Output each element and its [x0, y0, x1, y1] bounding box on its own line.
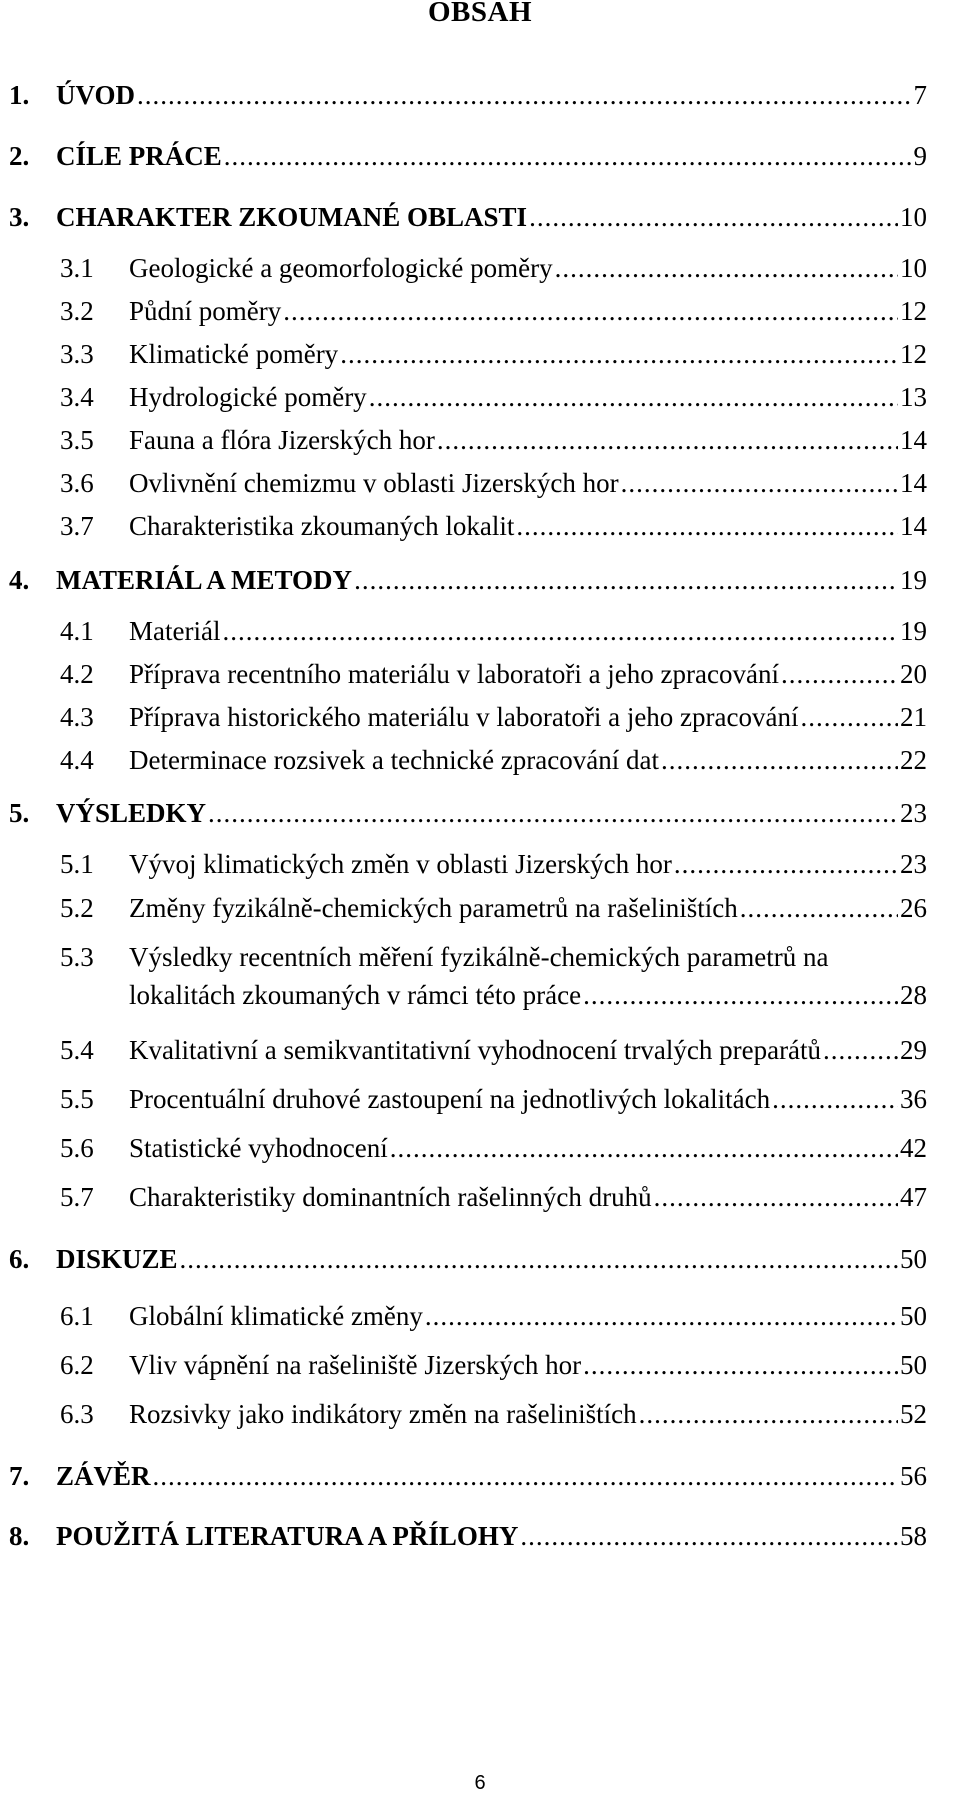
toc-entry-4[interactable]	[9, 565, 927, 596]
toc-number: 3.6	[60, 468, 94, 498]
toc-entry-7[interactable]	[9, 1461, 927, 1492]
toc-entry-4-2[interactable]	[60, 659, 927, 690]
toc-page: 9	[913, 141, 927, 171]
toc-number: 3.4	[60, 382, 94, 412]
toc-label: Klimatické poměry	[129, 339, 339, 369]
toc-entry-5-4[interactable]	[60, 1035, 927, 1066]
toc-label: Ovlivnění chemizmu v oblasti Jizerských hor	[129, 468, 619, 498]
toc-entry-3-4[interactable]	[60, 382, 927, 413]
toc-label: Charakteristiky dominantních rašelinných druhů	[129, 1182, 652, 1212]
toc-entry-6-2[interactable]	[60, 1350, 927, 1381]
toc-number: 6.	[9, 1244, 30, 1274]
toc-page: 10	[900, 202, 927, 232]
toc-entry-5[interactable]	[9, 798, 927, 829]
leader-dots	[180, 1244, 898, 1275]
toc-page: 21	[900, 702, 927, 732]
toc-entry-1[interactable]	[9, 80, 927, 111]
toc-page: 36	[900, 1084, 927, 1114]
toc-page: 23	[900, 849, 927, 879]
toc-label: Změny fyzikálně-chemických parametrů na rašeliništích	[129, 893, 738, 923]
toc-number: 4.4	[60, 745, 94, 775]
toc-entry-5-7[interactable]	[60, 1182, 927, 1213]
toc-entry-5-5[interactable]	[60, 1084, 927, 1115]
leader-dots	[639, 1399, 898, 1430]
toc-label: CÍLE PRÁCE	[56, 141, 222, 171]
toc-entry-3-3[interactable]	[60, 339, 927, 370]
toc-title: OBSAH	[427, 0, 533, 28]
toc-number: 6.3	[60, 1399, 94, 1429]
leader-dots	[222, 616, 898, 647]
toc-label: CHARAKTER ZKOUMANÉ OBLASTI	[56, 202, 528, 232]
leader-dots	[781, 659, 898, 690]
toc-number: 4.1	[60, 616, 94, 646]
toc-number: 4.3	[60, 702, 94, 732]
leader-dots	[425, 1301, 898, 1332]
toc-entry-6-1[interactable]	[60, 1301, 927, 1332]
leader-dots	[823, 1035, 898, 1066]
leader-dots	[516, 511, 898, 542]
toc-entry-4-1[interactable]	[60, 616, 927, 647]
toc-page: 56	[900, 1461, 927, 1491]
toc-page: 20	[900, 659, 927, 689]
toc-number: 4.	[9, 565, 30, 595]
leader-dots	[153, 1461, 898, 1492]
page-number: 6	[474, 1772, 486, 1794]
toc-label: Rozsivky jako indikátory změn na rašeliništích	[129, 1399, 637, 1429]
toc-page: 14	[900, 425, 927, 455]
leader-dots	[224, 141, 912, 172]
toc-entry-3[interactable]	[9, 202, 927, 233]
toc-label-continued: lokalitách zkoumaných v rámci této práce	[129, 980, 582, 1010]
toc-number: 1.	[9, 80, 30, 110]
toc-entry-5-6[interactable]	[60, 1133, 927, 1164]
toc-number: 5.5	[60, 1084, 94, 1114]
toc-label: POUŽITÁ LITERATURA A PŘÍLOHY	[56, 1521, 519, 1551]
toc-number: 3.5	[60, 425, 94, 455]
leader-dots	[555, 253, 898, 284]
toc-label: MATERIÁL A METODY	[56, 565, 353, 595]
toc-number: 3.	[9, 202, 30, 232]
toc-page: 50	[900, 1244, 927, 1274]
toc-label: Determinace rozsivek a technické zpracování dat	[129, 745, 659, 775]
toc-number: 3.1	[60, 253, 94, 283]
leader-dots	[674, 849, 898, 880]
toc-page: 29	[900, 1035, 927, 1065]
leader-dots	[801, 702, 899, 733]
toc-page: 7	[913, 80, 927, 110]
leader-dots	[661, 745, 898, 776]
leader-dots	[740, 893, 898, 924]
toc-label: Kvalitativní a semikvantitativní vyhodnocení trvalých preparátů	[129, 1035, 822, 1065]
leader-dots	[654, 1182, 898, 1213]
toc-label: ZÁVĚR	[56, 1461, 151, 1491]
toc-label: Půdní poměry	[129, 296, 282, 326]
leader-dots	[390, 1133, 898, 1164]
toc-number: 7.	[9, 1461, 30, 1491]
toc-number: 5.3	[60, 942, 94, 972]
toc-label: Fauna a flóra Jizerských hor	[129, 425, 435, 455]
toc-page: 26	[900, 893, 927, 923]
toc-label: Geologické a geomorfologické poměry	[129, 253, 553, 283]
toc-number: 6.1	[60, 1301, 94, 1331]
toc-number: 8.	[9, 1521, 30, 1551]
toc-label: Příprava recentního materiálu v laboratoři a jeho zpracování	[129, 659, 779, 689]
toc-entry-3-6[interactable]	[60, 468, 927, 499]
leader-dots	[354, 565, 898, 596]
toc-page: 14	[900, 468, 927, 498]
toc-entry-5-3[interactable]	[60, 942, 927, 973]
leader-dots	[583, 980, 898, 1011]
toc-label: Vývoj klimatických změn v oblasti Jizerských hor	[129, 849, 672, 879]
toc-entry-6-3[interactable]	[60, 1399, 927, 1430]
toc-entry-8[interactable]	[9, 1521, 927, 1552]
toc-label: Výsledky recentních měření fyzikálně-chemických parametrů na	[129, 942, 829, 972]
toc-number: 5.2	[60, 893, 94, 923]
toc-number: 3.2	[60, 296, 94, 326]
toc-entry-5-2[interactable]	[60, 893, 927, 924]
leader-dots	[772, 1084, 898, 1115]
toc-number: 3.7	[60, 511, 94, 541]
toc-number: 6.2	[60, 1350, 94, 1380]
toc-page: 13	[900, 382, 927, 412]
toc-entry-6[interactable]	[9, 1244, 927, 1275]
toc-page: 47	[900, 1182, 927, 1212]
toc-label: Vliv vápnění na rašeliniště Jizerských hor	[129, 1350, 582, 1380]
toc-page: 12	[900, 296, 927, 326]
toc-page: 10	[900, 253, 927, 283]
toc-page: 19	[900, 616, 927, 646]
toc-entry-5-1[interactable]	[60, 849, 927, 880]
leader-dots	[340, 339, 898, 370]
toc-page: 22	[900, 745, 927, 775]
toc-label: Procentuální druhové zastoupení na jednotlivých lokalitách	[129, 1084, 771, 1114]
leader-dots	[283, 296, 898, 327]
toc-label: ÚVOD	[56, 80, 135, 110]
toc-page: 42	[900, 1133, 927, 1163]
toc-page: 23	[900, 798, 927, 828]
toc-number: 5.6	[60, 1133, 94, 1163]
toc-number: 4.2	[60, 659, 94, 689]
toc-number: 5.1	[60, 849, 94, 879]
toc-label: Příprava historického materiálu v laboratoři a jeho zpracování	[129, 702, 799, 732]
leader-dots	[137, 80, 912, 111]
toc-label: Charakteristika zkoumaných lokalit	[129, 511, 515, 541]
toc-entry-2[interactable]	[9, 141, 927, 172]
toc-number: 5.	[9, 798, 30, 828]
toc-page: 52	[900, 1399, 927, 1429]
leader-dots	[621, 468, 898, 499]
toc-number: 3.3	[60, 339, 94, 369]
toc-entry-3-5[interactable]	[60, 425, 927, 456]
toc-entry-5-3-cont[interactable]	[60, 980, 927, 1011]
leader-dots	[437, 425, 898, 456]
leader-dots	[583, 1350, 898, 1381]
toc-label: DISKUZE	[56, 1244, 178, 1274]
toc-label: Globální klimatické změny	[129, 1301, 423, 1331]
toc-page: 50	[900, 1350, 927, 1380]
toc-number: 5.7	[60, 1182, 94, 1212]
toc-page: 19	[900, 565, 927, 595]
toc-entry-3-7[interactable]	[60, 511, 927, 542]
toc-entry-4-4[interactable]	[60, 745, 927, 776]
toc-page: 14	[900, 511, 927, 541]
toc-page: 50	[900, 1301, 927, 1331]
toc-number: 2.	[9, 141, 30, 171]
leader-dots	[529, 202, 898, 233]
toc-entry-3-2[interactable]	[60, 296, 927, 327]
toc-page: 58	[900, 1521, 927, 1551]
toc-label: Hydrologické poměry	[129, 382, 367, 412]
toc-label: Materiál	[129, 616, 221, 646]
leader-dots	[208, 798, 898, 829]
toc-page: 12	[900, 339, 927, 369]
toc-number: 5.4	[60, 1035, 94, 1065]
toc-page: 28	[900, 980, 927, 1010]
leader-dots	[520, 1521, 898, 1552]
toc-label: VÝSLEDKY	[56, 798, 207, 828]
toc-label: Statistické vyhodnocení	[129, 1133, 388, 1163]
leader-dots	[369, 382, 898, 413]
toc-entry-4-3[interactable]	[60, 702, 927, 733]
toc-entry-3-1[interactable]	[60, 253, 927, 284]
